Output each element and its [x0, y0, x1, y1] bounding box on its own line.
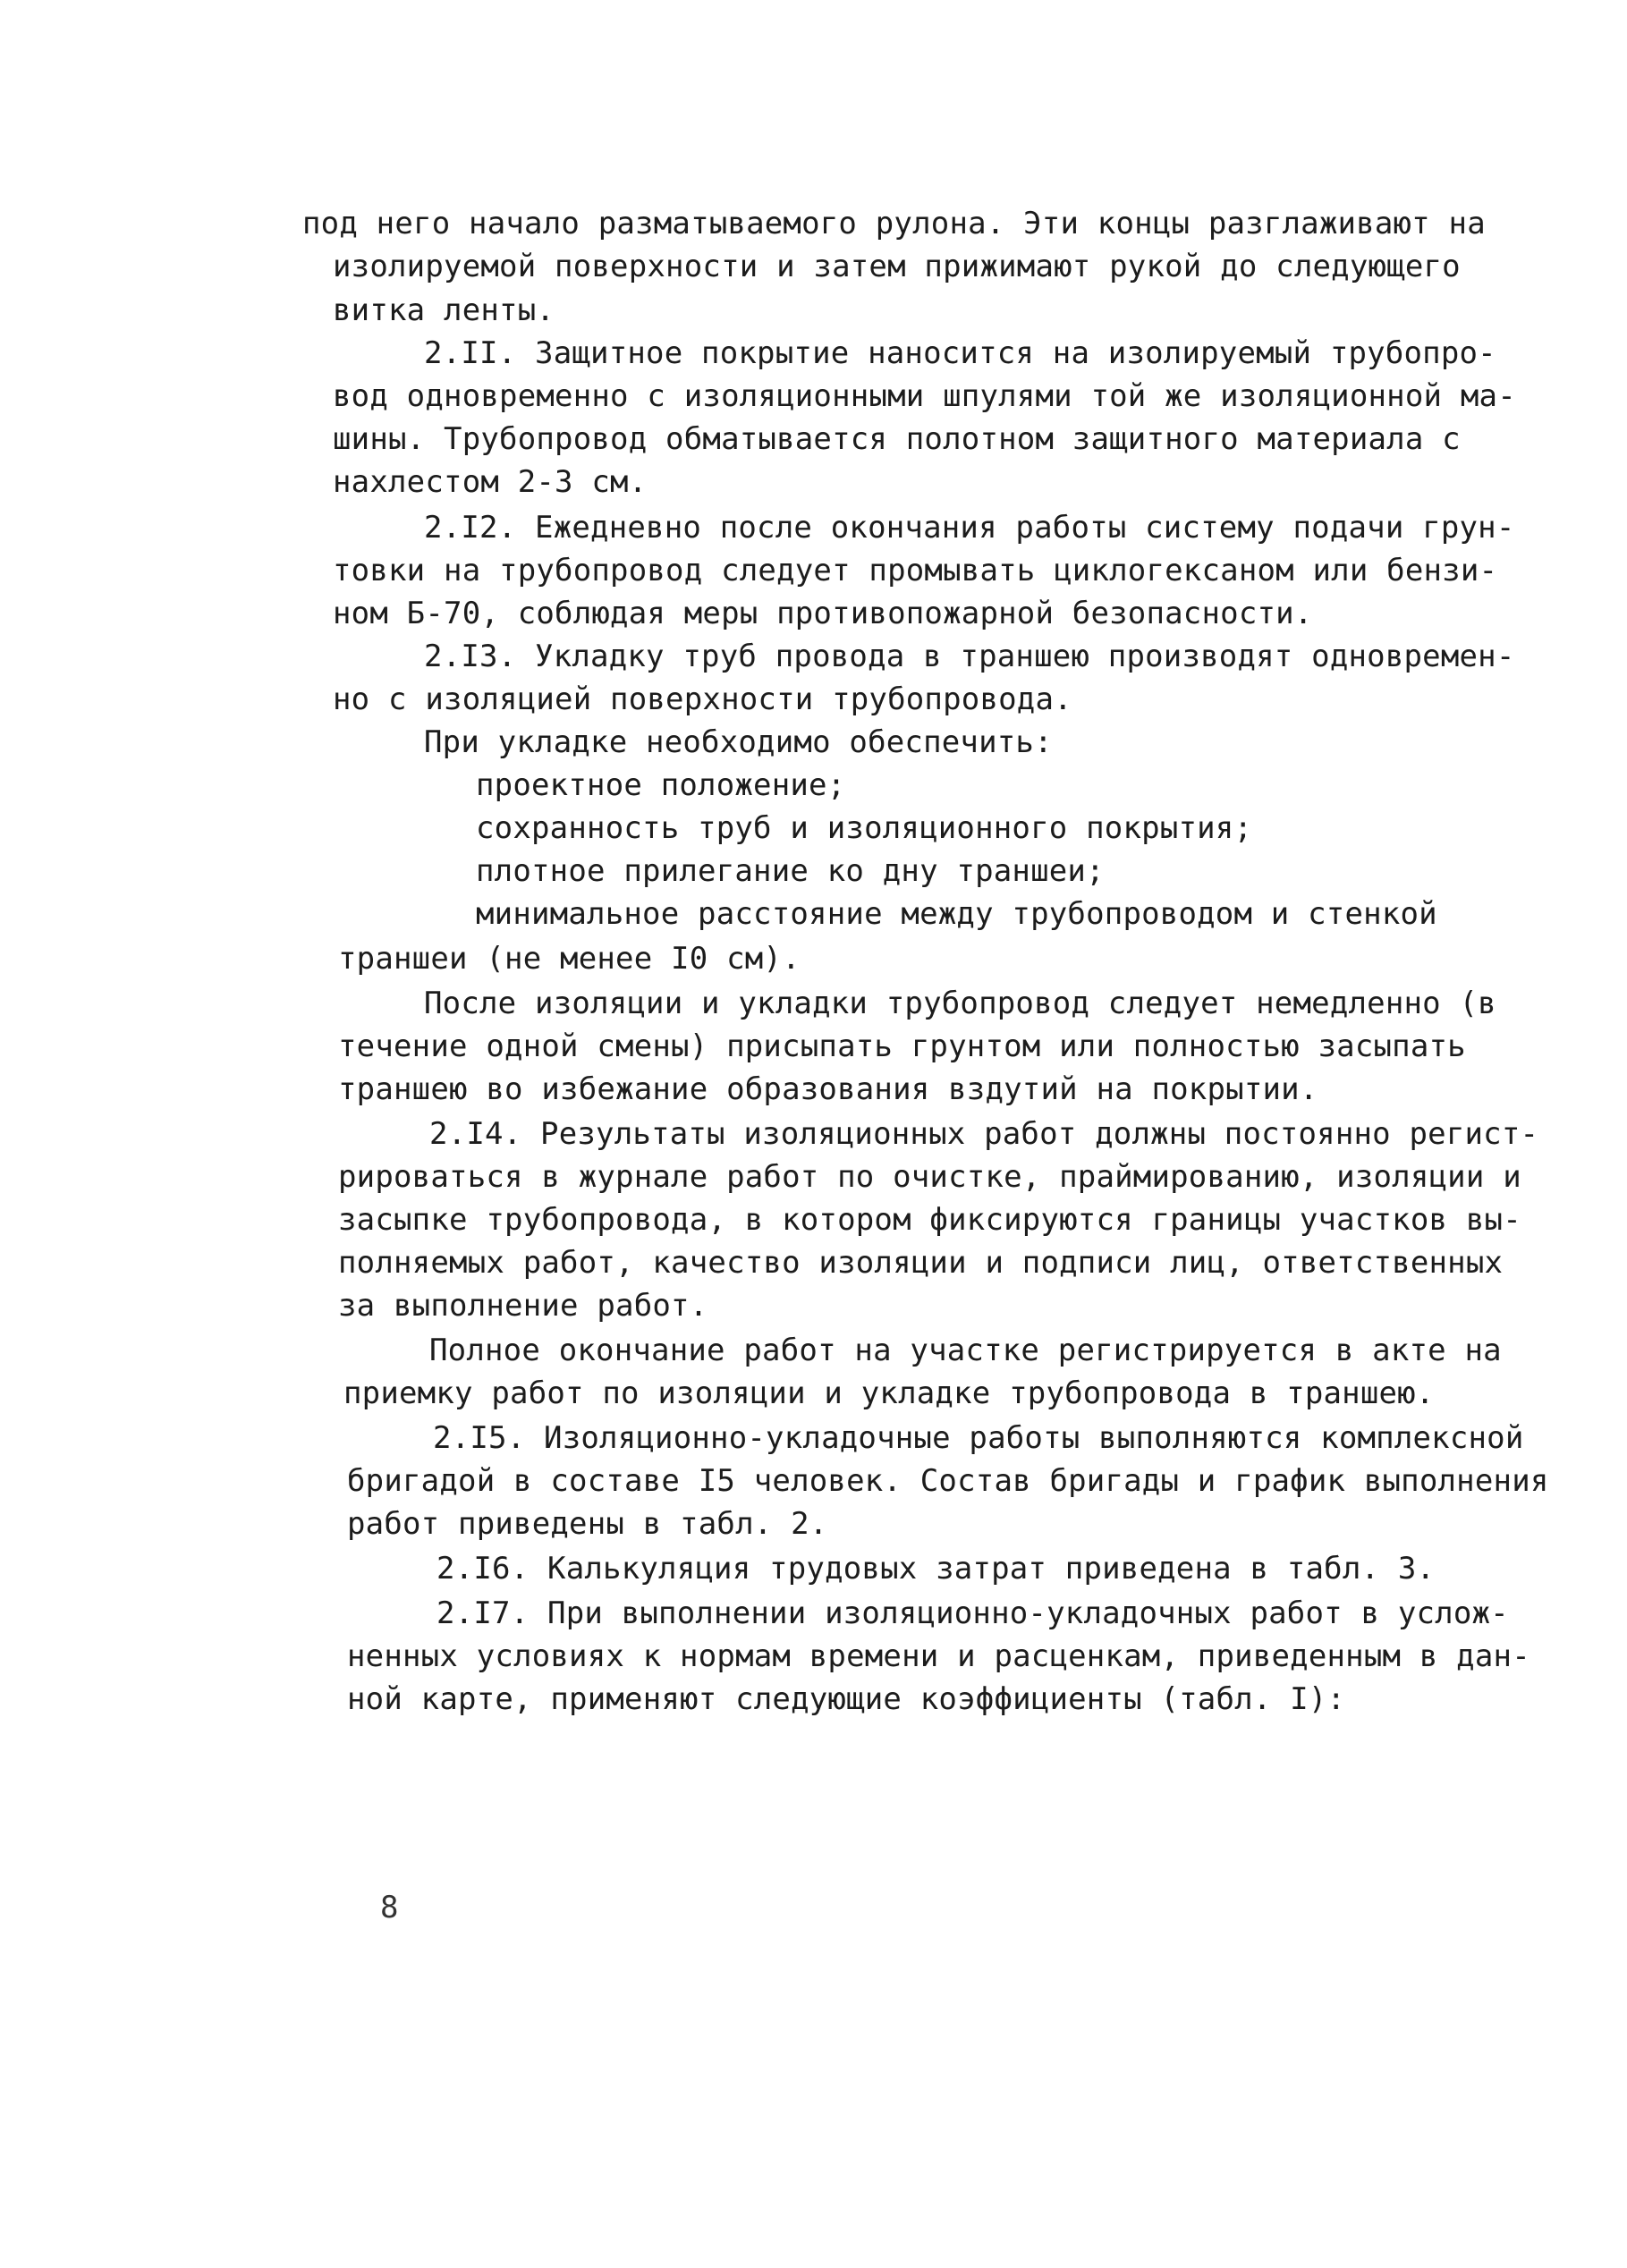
text-line: течение одной смены) присыпать грунтом или полностью засыпать	[338, 1028, 1466, 1064]
text-line: сохранность труб и изоляционного покрытия;	[476, 810, 1253, 846]
text-line: Полное окончание работ на участке регистрируется в акте на	[429, 1333, 1502, 1368]
text-line: вод одновременно с изоляционными шпулями той же изоляционной ма-	[333, 378, 1516, 414]
text-line: 2.II. Защитное покрытие наносится на изолируемый трубопро-	[424, 335, 1496, 371]
text-line: полняемых работ, качество изоляции и подписи лиц, ответственных	[338, 1245, 1504, 1281]
text-line: бригадой в составе I5 человек. Состав бригады и график выполнения	[347, 1463, 1549, 1499]
text-line: ном Б-70, соблюдая меры противопожарной безопасности.	[333, 596, 1313, 631]
text-line: После изоляции и укладки трубопровод следует немедленно (в	[424, 986, 1496, 1021]
text-line: 2.I4. Результаты изоляционных работ должны постоянно регист-	[429, 1116, 1539, 1152]
text-line: 2.I5. Изоляционно-укладочные работы выполняются комплексной	[433, 1420, 1524, 1456]
text-line: ной карте, применяют следующие коэффициенты (табл. I):	[347, 1681, 1346, 1717]
text-line: приемку работ по изоляции и укладке трубопровода в траншею.	[343, 1375, 1435, 1411]
text-line: проектное положение;	[476, 767, 846, 803]
text-line: минимальное расстояние между трубопроводом и стенкой	[476, 896, 1437, 932]
text-line: засыпке трубопровода, в котором фиксируются границы участков вы-	[338, 1202, 1521, 1238]
text-line: траншеи (не менее I0 см).	[338, 941, 801, 977]
text-line: товки на трубопровод следует промывать циклогексаном или бензи-	[333, 553, 1498, 588]
text-line: 2.I2. Ежедневно после окончания работы систему подачи грун-	[424, 510, 1515, 546]
text-line: под него начало разматываемого рулона. Эти концы разглаживают на	[302, 206, 1486, 241]
text-line: 2.I6. Калькуляция трудовых затрат приведена в табл. 3.	[436, 1551, 1436, 1587]
text-line: витка ленты.	[333, 292, 555, 328]
text-line: траншею во избежание образования вздутий на покрытии.	[338, 1071, 1318, 1107]
text-line: работ приведены в табл. 2.	[347, 1506, 828, 1542]
text-line: плотное прилегание ко дну траншеи;	[476, 853, 1105, 889]
text-line: но с изоляцией поверхности трубопровода.	[333, 681, 1072, 717]
text-line: нахлестом 2-3 см.	[333, 464, 648, 500]
text-line: 2.I7. При выполнении изоляционно-укладочных работ в услож-	[436, 1595, 1509, 1631]
text-line: При укладке необходимо обеспечить:	[424, 724, 1053, 760]
text-line: шины. Трубопровод обматывается полотном защитного материала с	[333, 421, 1461, 457]
text-line: изолируемой поверхности и затем прижимают рукой до следующего	[333, 249, 1461, 284]
text-line: ненных условиях к нормам времени и расценкам, приведенным в дан-	[347, 1638, 1530, 1674]
page-number: 8	[380, 1890, 399, 1925]
text-line: за выполнение работ.	[338, 1288, 708, 1324]
text-line: 2.I3. Укладку труб провода в траншею производят одновремен-	[424, 639, 1515, 674]
text-line: рироваться в журнале работ по очистке, праймированию, изоляции и	[338, 1159, 1521, 1195]
